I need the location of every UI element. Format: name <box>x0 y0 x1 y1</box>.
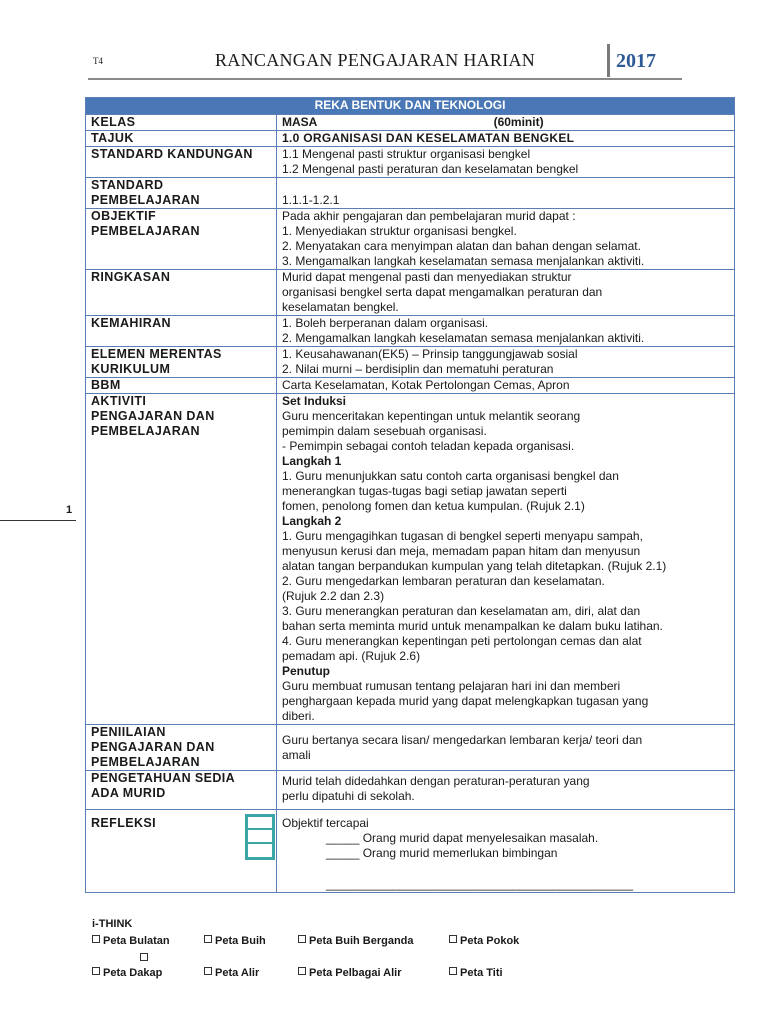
text-line: 1. Keusahawanan(EK5) – Prinsip tanggungjawab sosial <box>282 347 578 361</box>
text-line: ______________________________________________ <box>326 877 633 891</box>
text-line: Guru membuat rumusan tentang pelajaran hari ini dan memberi <box>282 679 621 693</box>
option-peta-pelbagai-alir[interactable]: Peta Pelbagai Alir <box>298 967 402 979</box>
label-line: OBJEKTIF <box>91 209 157 223</box>
label-line: PEMBELAJARAN <box>91 193 200 207</box>
langkah1-title: Langkah 1 <box>282 454 342 468</box>
standard-kandungan-row <box>86 147 735 178</box>
tajuk-value: 1.0 ORGANISASI DAN KESELAMATAN BENGKEL <box>277 131 735 147</box>
text-line: 2. Guru mengedarkan lembaran peraturan dan keselamatan. <box>282 574 605 588</box>
checkbox-icon[interactable] <box>204 935 212 943</box>
text-line: 4. Guru menerangkan kepentingan peti pertolongan cemas dan alat <box>282 634 642 648</box>
text-line: 1. Guru menunjukkan satu contoh carta organisasi bengkel dan <box>282 469 619 483</box>
kelas-row <box>86 115 735 131</box>
standard-kandungan-value <box>277 147 735 178</box>
emk-label <box>86 347 277 378</box>
label-line: PEMBELAJARAN <box>91 224 200 238</box>
option-peta-titi[interactable]: Peta Titi <box>449 967 503 979</box>
subject-banner: REKA BENTUK DAN TEKNOLOGI <box>86 98 735 115</box>
header-divider <box>607 44 610 77</box>
objektif-row <box>86 209 735 270</box>
year-label: 2017 <box>616 50 656 72</box>
kemahiran-row <box>86 316 735 347</box>
text-line: 2. Nilai murni – berdisiplin dan mematuhi peraturan <box>282 362 554 376</box>
text-line: Guru menceritakan kepentingan untuk melantik seorang <box>282 409 581 423</box>
refleksi-value <box>277 810 735 893</box>
aktiviti-row <box>86 394 735 725</box>
page-title: RANCANGAN PENGAJARAN HARIAN <box>215 50 536 70</box>
label-line: ADA MURID <box>91 786 166 800</box>
option-peta-buih-berganda[interactable]: Peta Buih Berganda <box>298 935 414 947</box>
option-peta-bulatan[interactable]: Peta Bulatan <box>92 935 170 947</box>
text-line: perlu dipatuhi di sekolah. <box>282 789 415 803</box>
checkbox-icon[interactable] <box>140 953 148 961</box>
text-line: diberi. <box>282 709 315 723</box>
checkbox-icon[interactable] <box>204 967 212 975</box>
bbm-row <box>86 378 735 394</box>
masa-value: (60minit) <box>493 115 544 129</box>
penilaian-label <box>86 725 277 771</box>
text-line: menerangkan tugas-tugas bagi setiap jawatan seperti <box>282 484 567 498</box>
text-line: pemimpin dalam sesebuah organisasi. <box>282 424 487 438</box>
text-line: 3. Guru menerangkan peraturan dan keselamatan am, diri, alat dan <box>282 604 641 618</box>
option-peta-buih[interactable]: Peta Buih <box>204 935 266 947</box>
label-line: PEMBELAJARAN <box>91 424 200 438</box>
objektif-value <box>277 209 735 270</box>
bbm-label: BBM <box>86 378 277 394</box>
label-line: AKTIVITI <box>91 394 147 408</box>
text-line: 2. Menyatakan cara menyimpan alatan dan bahan dengan selamat. <box>282 239 641 253</box>
masa-label: MASA <box>282 115 317 129</box>
text-line: (Rujuk 2.2 dan 2.3) <box>282 589 385 603</box>
text-line: _____ Orang murid memerlukan bimbingan <box>326 846 558 860</box>
checkbox-icon[interactable] <box>449 935 457 943</box>
checkbox-icon[interactable] <box>92 935 100 943</box>
checkbox-icon[interactable] <box>92 967 100 975</box>
checkbox-icon[interactable] <box>449 967 457 975</box>
text-line: 2. Mengamalkan langkah keselamatan semasa menjalankan aktiviti. <box>282 331 645 345</box>
set-induksi-title: Set Induksi <box>282 394 347 408</box>
ithink-title: i-THINK <box>92 918 133 930</box>
header-rule <box>88 78 682 80</box>
text-line: 1.1 Mengenal pasti struktur organisasi bengkel <box>282 147 531 161</box>
checkbox-icon[interactable] <box>298 935 306 943</box>
ringkasan-row <box>86 270 735 316</box>
bbm-value: Carta Keselamatan, Kotak Pertolongan Cemas, Apron <box>277 378 735 394</box>
standard-pembelajaran-value: 1.1.1-1.2.1 <box>277 178 735 209</box>
checkbox-icon[interactable] <box>298 967 306 975</box>
tajuk-label: TAJUK <box>86 131 277 147</box>
kemahiran-label: KEMAHIRAN <box>86 316 277 347</box>
text-line: alatan tangan berpandukan kumpulan yang telah ditetapkan. (Rujuk 2.1) <box>282 559 667 573</box>
text-line: organisasi bengkel serta dapat mengamalkan peraturan dan <box>282 285 603 299</box>
psm-label <box>86 771 277 810</box>
text-line: menyusun kerusi dan meja, memadam papan hitam dan menyusun <box>282 544 641 558</box>
tajuk-row <box>86 131 735 147</box>
emk-value <box>277 347 735 378</box>
standard-pembelajaran-label <box>86 178 277 209</box>
page-number-rule <box>0 520 76 521</box>
refleksi-label: REFLEKSI <box>86 810 277 893</box>
langkah2-title: Langkah 2 <box>282 514 342 528</box>
text-line: Objektif tercapai <box>282 816 369 830</box>
text-line: bahan serta meminta murid untuk menampalkan ke dalam buku latihan. <box>282 619 663 633</box>
ringkasan-label: RINGKASAN <box>86 270 277 316</box>
text-line: Guru bertanya secara lisan/ mengedarkan lembaran kerja/ teori dan <box>282 733 643 747</box>
text-line: 1. Boleh berperanan dalam organisasi. <box>282 316 489 330</box>
banner-row <box>86 98 735 115</box>
aktiviti-label <box>86 394 277 725</box>
standard-kandungan-label: STANDARD KANDUNGAN <box>86 147 277 178</box>
psm-row <box>86 771 735 810</box>
psm-value <box>277 771 735 810</box>
text-line: pemadam api. (Rujuk 2.6) <box>282 649 421 663</box>
penilaian-row <box>86 725 735 771</box>
emk-row <box>86 347 735 378</box>
text-line: Pada akhir pengajaran dan pembelajaran murid dapat : <box>282 209 576 223</box>
text-line: keselamatan bengkel. <box>282 300 399 314</box>
text-line: 3. Mengamalkan langkah keselamatan semasa menjalankan aktiviti. <box>282 254 645 268</box>
checklist-icon <box>245 814 275 860</box>
penutup-title: Penutup <box>282 664 330 678</box>
text-line: Murid dapat mengenal pasti dan menyediakan struktur <box>282 270 572 284</box>
form-code: T4 <box>93 56 103 66</box>
text-line: Murid telah didedahkan dengan peraturan-peraturan yang <box>282 774 590 788</box>
lesson-plan-table <box>85 97 735 893</box>
text-line: amali <box>282 748 311 762</box>
aktiviti-value <box>277 394 735 725</box>
option-peta-alir[interactable]: Peta Alir <box>204 967 259 979</box>
text-line: fomen, penolong fomen dan ketua kumpulan. (Rujuk 2.1) <box>282 499 585 513</box>
label-line: KURIKULUM <box>91 362 171 376</box>
label-line: PENGETAHUAN SEDIA <box>91 771 236 785</box>
label-line: STANDARD <box>91 178 164 192</box>
objektif-label <box>86 209 277 270</box>
option-peta-dakap[interactable]: Peta Dakap <box>92 967 162 979</box>
kemahiran-value <box>277 316 735 347</box>
refleksi-row <box>86 810 735 893</box>
text-line: - Pemimpin sebagai contoh teladan kepada organisasi. <box>282 439 575 453</box>
label-line: ELEMEN MERENTAS <box>91 347 222 361</box>
label-line: PENGAJARAN DAN <box>91 740 215 754</box>
standard-pembelajaran-row <box>86 178 735 209</box>
option-peta-pokok[interactable]: Peta Pokok <box>449 935 519 947</box>
label-line: PEMBELAJARAN <box>91 755 200 769</box>
text-line: 1.2 Mengenal pasti peraturan dan keselamatan bengkel <box>282 162 579 176</box>
kelas-label: KELAS <box>86 115 277 131</box>
label-line: PENGAJARAN DAN <box>91 409 215 423</box>
penilaian-value <box>277 725 735 771</box>
text-line: 1. Guru mengagihkan tugasan di bengkel seperti menyapu sampah, <box>282 529 643 543</box>
masa-cell <box>277 115 735 131</box>
text-line: 1. Menyediakan struktur organisasi bengkel. <box>282 224 517 238</box>
text-line: _____ Orang murid dapat menyelesaikan masalah. <box>326 831 599 845</box>
label-line: PENIILAIAN <box>91 725 166 739</box>
page-number: 1 <box>66 504 73 516</box>
ringkasan-value <box>277 270 735 316</box>
text-line: penghargaan kepada murid yang dapat melengkapkan tugasan yang <box>282 694 649 708</box>
